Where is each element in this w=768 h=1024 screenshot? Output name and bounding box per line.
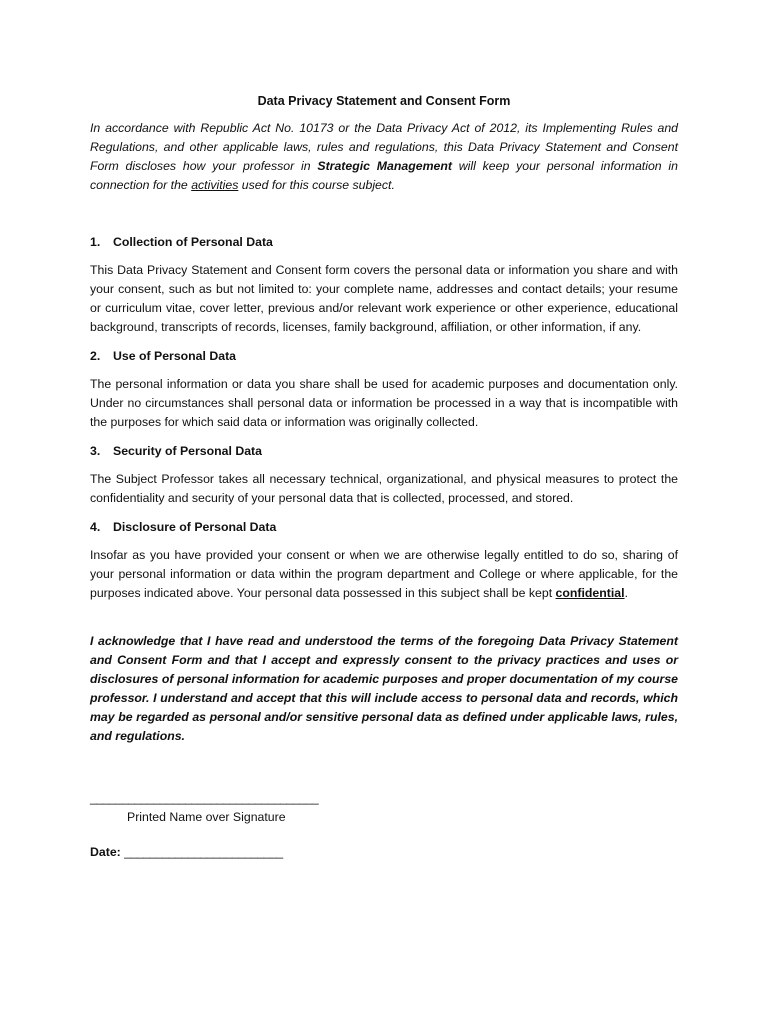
subject-name: Strategic Management: [317, 159, 452, 173]
document-page: [90, 92, 678, 862]
section-4-title: Disclosure of Personal Data: [113, 520, 277, 534]
section-4-number: 4.: [90, 520, 101, 534]
date-line: _________________________: [124, 845, 283, 859]
section-2-body: The personal information or data you share shall be used for academic purposes and documentation only. Under no circumstances shall personal data or information be processed in a way that is incompatible with the purposes for which said data or information was originally collected.: [90, 377, 678, 429]
section-4-text-2: .: [624, 586, 628, 600]
intro-text-2: will keep your personal information in connection for the: [90, 159, 679, 192]
confidential-word: confidential: [555, 586, 625, 600]
section-3-number: 3.: [90, 444, 101, 458]
date-field: [90, 843, 678, 862]
section-2-heading: [90, 347, 678, 366]
section-1-heading: [90, 233, 678, 252]
date-label: Date:: [90, 845, 121, 859]
section-1-title: Collection of Personal Data: [113, 235, 273, 249]
signature-line: ____________________________________: [90, 791, 319, 805]
signature-label: Printed Name over Signature: [127, 810, 286, 824]
acknowledgement-paragraph: I acknowledge that I have read and understood the terms of the foregoing Data Privacy Statement and Consent Form and that I accept and expressly consent to the privacy practices and uses or disclosures of personal information for academic purposes and proper documentation of my course professor. I understand and accept that this will include access to personal data and records, which may be regarded as personal and/or sensitive personal data as defined under applicable laws, rules, and regulations.: [90, 634, 678, 743]
activities-word: activities: [191, 178, 239, 192]
section-1-number: 1.: [90, 235, 101, 249]
section-3-body: The Subject Professor takes all necessary technical, organizational, and physical measures to protect the confidentiality and security of your personal data that is collected, processed, and stored.: [90, 472, 678, 505]
intro-paragraph: [90, 119, 678, 195]
intro-text-3: used for this course subject.: [238, 178, 395, 192]
intro-text-1: In accordance with Republic Act No. 10173 or the Data Privacy Act of 2012, its Implementing Rules and Regulations, and other applicable laws, rules and regulations, this Data Privacy Statement and Consent Form discloses how your professor in: [90, 121, 678, 173]
section-4-text-1: Insofar as you have provided your consent or when we are otherwise legally entitled to do so, sharing of your personal information or data within the program department and College or where applicable, for the purposes indicated above. Your personal data possessed in this subject shall be kept: [90, 548, 678, 600]
section-3-heading: [90, 442, 678, 461]
section-4-body: [90, 546, 678, 603]
section-2-title: Use of Personal Data: [113, 349, 237, 363]
section-4-heading: [90, 518, 678, 537]
document-title: Data Privacy Statement and Consent Form: [257, 94, 511, 108]
section-1-body: This Data Privacy Statement and Consent form covers the personal data or information you share and with your consent, such as but not limited to: your complete name, addresses and contact details; your resume or curriculum vitae, cover letter, previous and/or relevant work experience or other experience, educational background, transcripts of records, licenses, family background, affiliation, or other information, if any.: [90, 263, 678, 334]
section-3-title: Security of Personal Data: [113, 444, 262, 458]
section-2-number: 2.: [90, 349, 101, 363]
